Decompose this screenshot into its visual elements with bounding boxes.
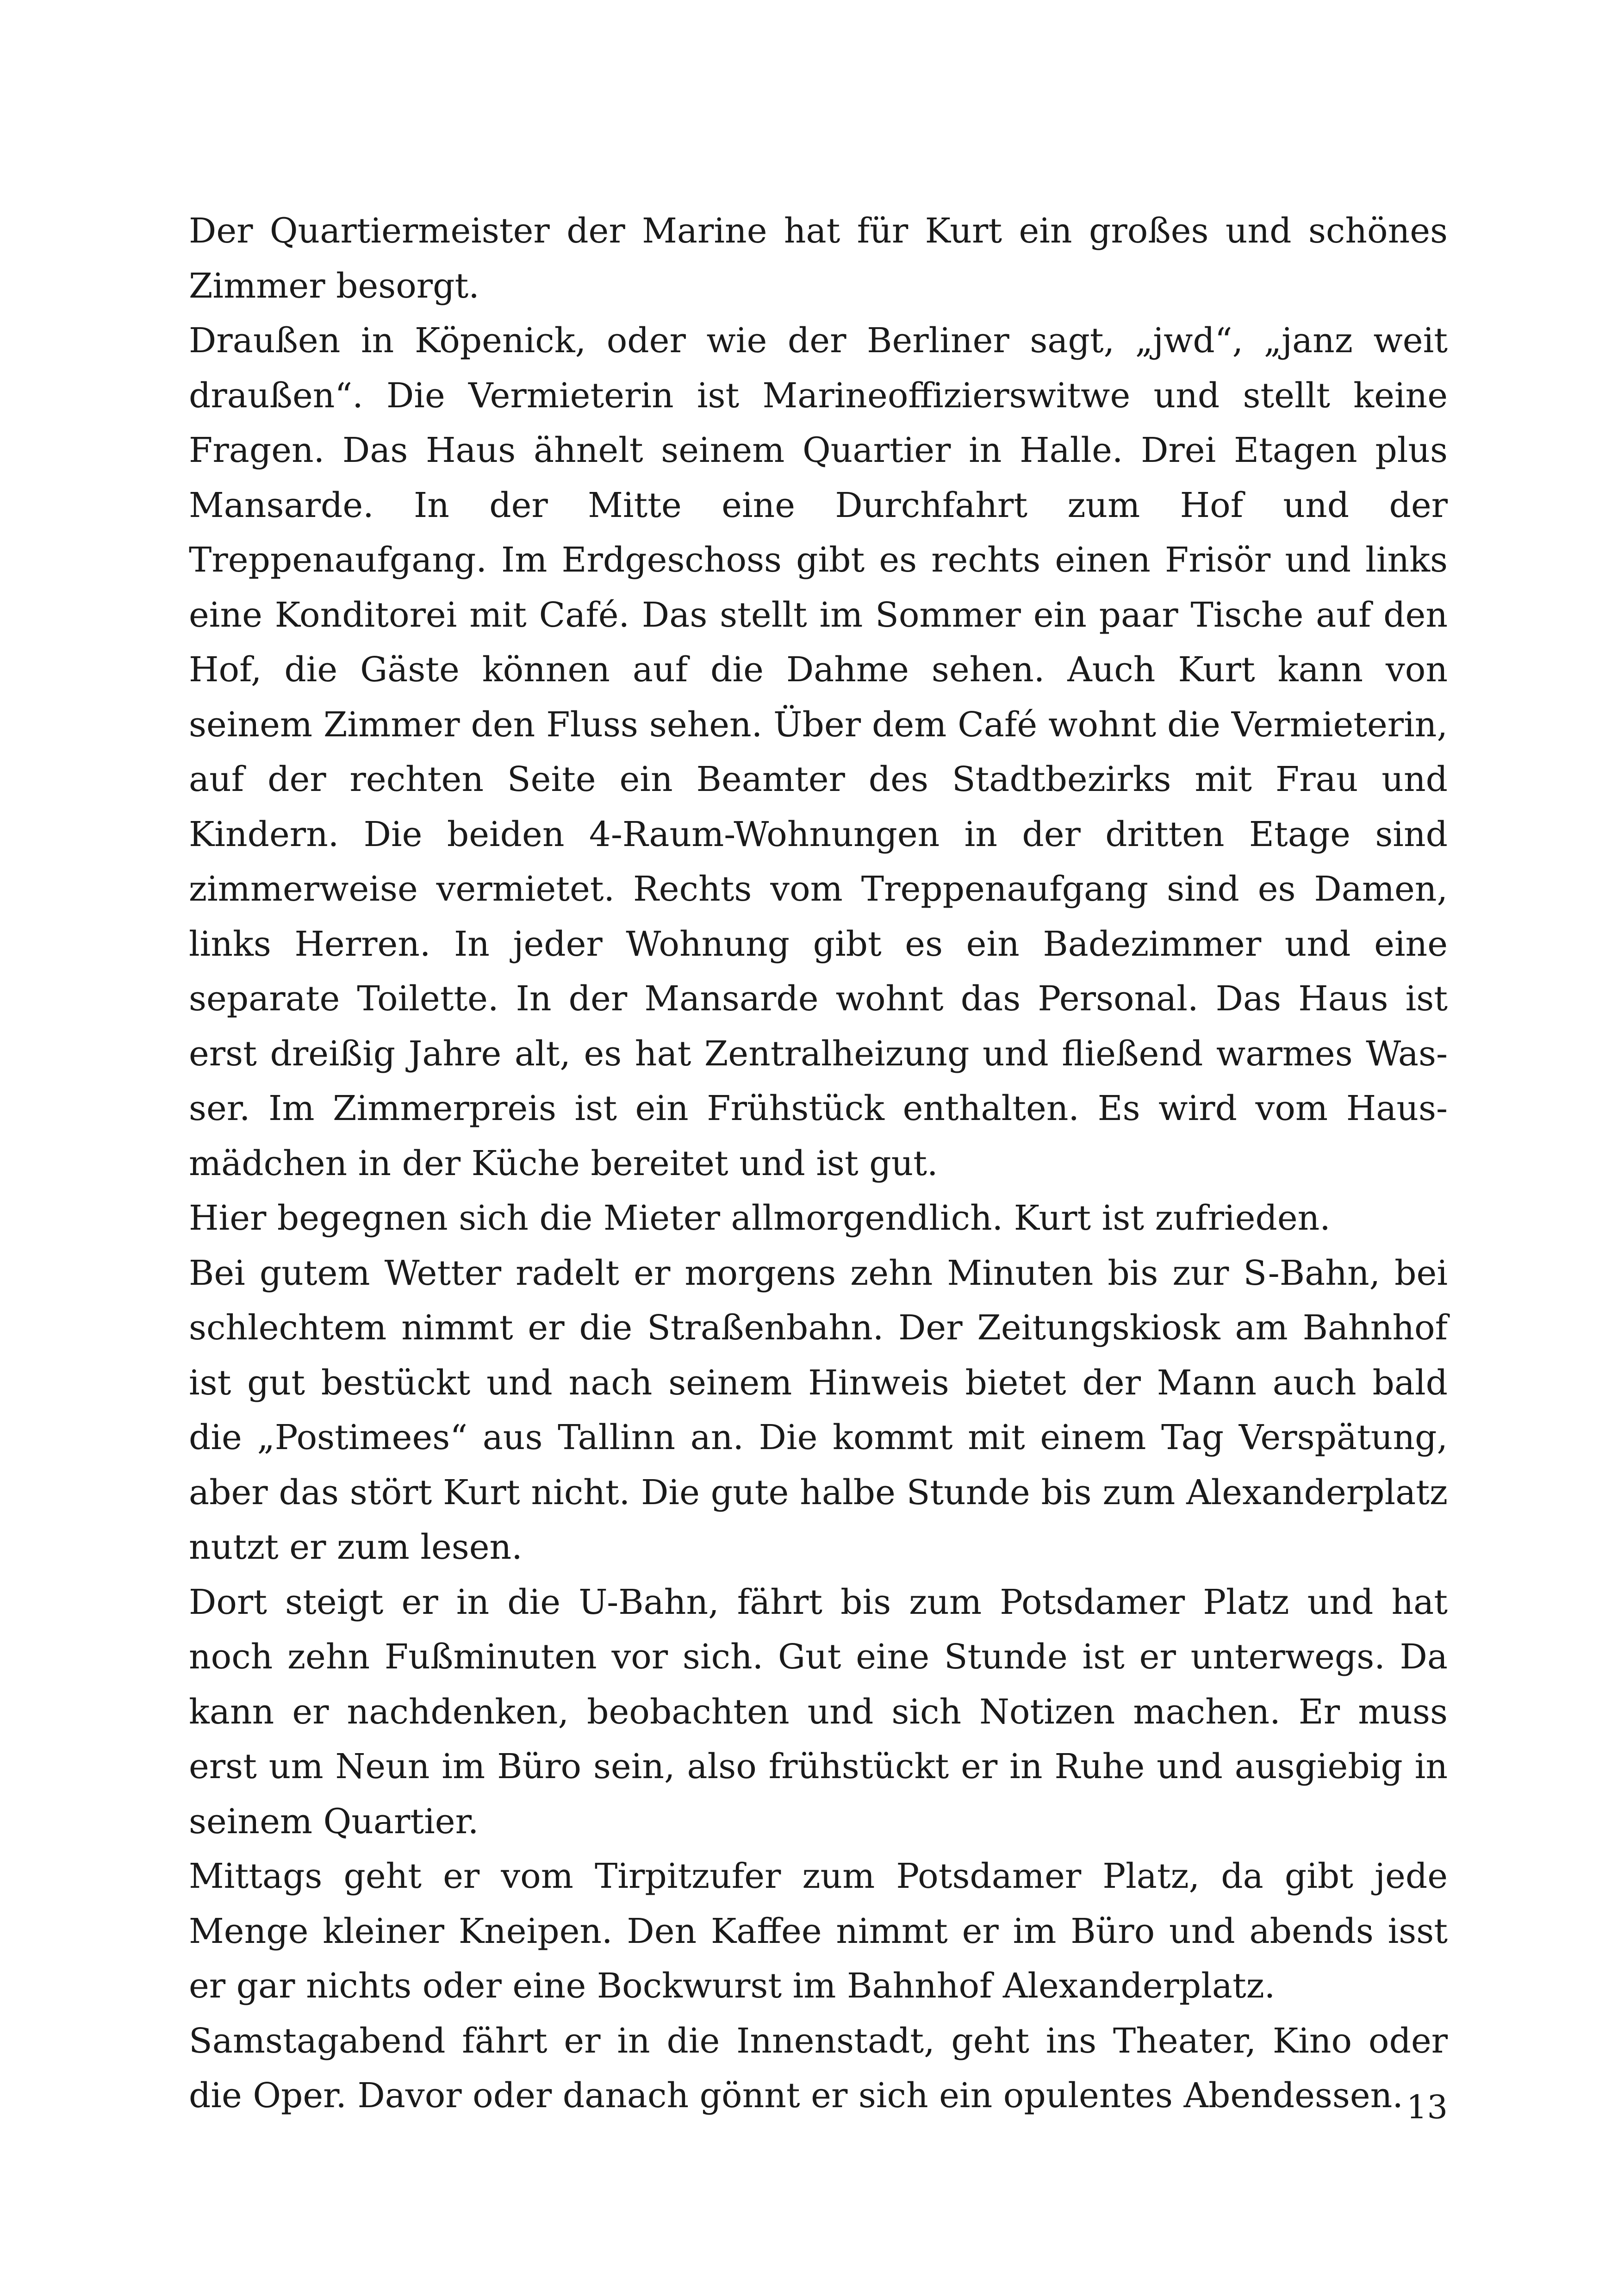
paragraph: Dort steigt er in die U-Bahn, fährt bis zum Potsdamer Platz und hat noch zehn Fußminuten vor sich. Gut eine Stunde ist er unterwegs. Da kann er nachdenken, beobachten und sich Notizen machen. Er muss erst um Neun im Büro sein, also frühstückt er in Ruhe und ausgiebig in seinem Quartier. [189,1582,1448,1842]
paragraph: Mittags geht er vom Tirpitzufer zum Potsdamer Platz, da gibt jede Menge kleiner Kneipen. Den Kaffee nimmt er im Büro und abends isst er gar nichts oder eine Bockwurst im Bahnhof Alexanderplatz. [189,1856,1448,2006]
paragraph: Bei gutem Wetter radelt er morgens zehn Minuten bis zur S-Bahn, bei schlechtem nimmt er die Straßenbahn. Der Zeitungskiosk am Bahnhof ist gut bestückt und nach seinem Hinweis bietet der Mann auch bald die „Postimees“ aus Tallinn an. Die kommt mit einem Tag Verspätung, aber das stört Kurt nicht. Die gute halbe Stunde bis zum Alexanderplatz nutzt er zum lesen. [189,1253,1448,1567]
paragraph: Der Quartiermeister der Marine hat für Kurt ein großes und schönes Zimmer besorgt. [189,211,1448,306]
body-text [189,204,1448,2123]
paragraph: Draußen in Köpenick, oder wie der Berliner sagt, „jwd“, „janz weit draußen“. Die Vermieterin ist Marineoffizierswitwe und stellt keine Fragen. Das Haus ähnelt seinem Quartier in Halle. Drei Etagen plus Mansarde. In der Mitte eine Durchfahrt zum Hof und der Treppenaufgang. Im Erdgeschoss gibt es rechts einen Frisör und links eine Konditorei mit Café. Das stellt im Sommer ein paar Tische auf den Hof, die Gäste können auf die Dahme sehen. Auch Kurt kann von seinem Zimmer den Fluss sehen. Über dem Café wohnt die Vermieterin, auf der rechten Seite ein Beamter des Stadtbezirks mit Frau und Kindern. Die beiden 4-Raum-Wohnungen in der dritten Etage sind zimmerweise vermietet. Rechts vom Treppenaufgang sind es Damen, links Herren. In jeder Wohnung gibt es ein Badezimmer und eine separate Toilette. In der Mansarde wohnt das Personal. Das Haus ist erst dreißig Jahre alt, es hat Zentralheizung und fließend warmes Wasser. Im Zimmerpreis ist ein Frühstück enthalten. Es wird vom Hausmädchen in der Küche bereitet und ist gut. [189,321,1448,1183]
paragraph: Samstagabend fährt er in die Innenstadt, geht ins Theater, Kino oder die Oper. Davor oder danach gönnt er sich ein opulentes Abendessen. [189,2021,1448,2116]
page-number: 13 [1406,2088,1448,2126]
paragraph: Hier begegnen sich die Mieter allmorgendlich. Kurt ist zufrieden. [189,1198,1331,1238]
